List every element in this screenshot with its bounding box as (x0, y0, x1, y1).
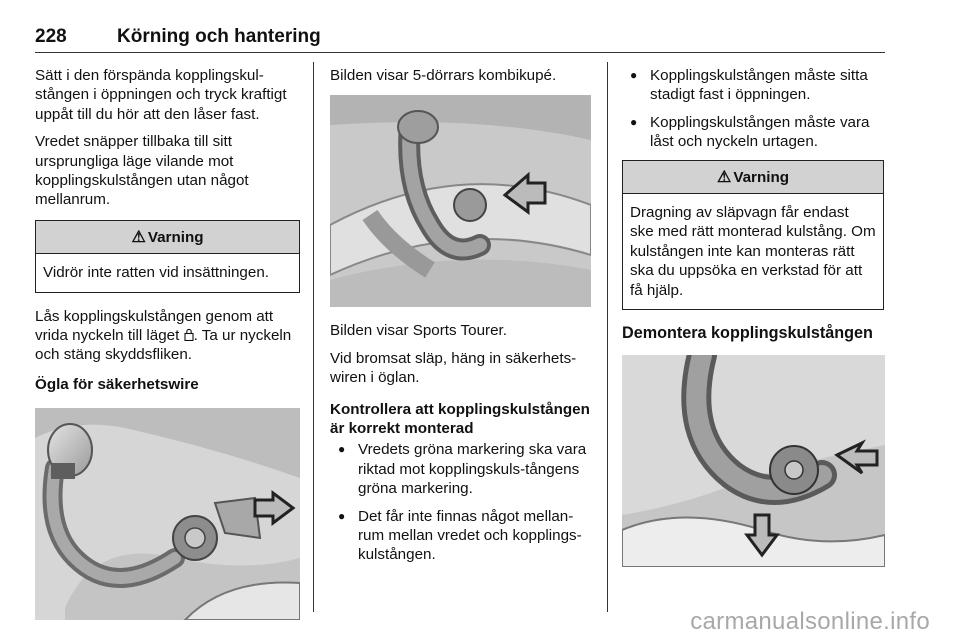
figure-remove (622, 355, 885, 567)
column-3 (622, 66, 884, 567)
list-item: ● Det får inte finnas något mellan-rum mellan vredet och kopplings-kulstången. (330, 507, 592, 565)
figure-safety-wire-eye (35, 408, 300, 620)
watermark: carmanualsonline.info (690, 608, 930, 635)
warning-header: ⚠ Varning (36, 221, 299, 254)
warning-box (35, 220, 300, 293)
warning-triangle-icon: ⚠ (716, 168, 732, 186)
section-heading-safety-wire: Ögla för säkerhetswire (35, 375, 199, 393)
page-title: Körning och hantering (117, 26, 321, 47)
warning-header: ⚠ Varning (623, 161, 883, 194)
column-divider-1 (313, 62, 314, 612)
caption-sports-tourer: Bilden visar Sports Tourer. (330, 322, 507, 340)
figure-remove-illustration (622, 355, 885, 567)
column-2 (330, 66, 592, 573)
list-item: ● Kopplingskulstången måste vara låst och nyckeln urtagen. (622, 113, 884, 152)
column-divider-2 (607, 62, 608, 612)
section-heading-remove: Demontera kopplingskulstången (622, 324, 873, 343)
paragraph-snap-back: Vredet snäpper tillbaka till sitt ursprungliga läge vilande mot kopplingskulstången utan något mellanrum. (35, 133, 249, 209)
requirement-list (622, 66, 884, 152)
warning-body: Vidrör inte ratten vid insättningen. (43, 264, 269, 282)
page-number: 228 (35, 26, 67, 47)
header-rule (35, 52, 885, 53)
figure-kombikupe (330, 95, 591, 307)
check-list (330, 440, 592, 564)
paragraph-safety-wire: Vid bromsat släp, häng in säkerhets-wiren i öglan. (330, 349, 577, 387)
section-heading-check: Kontrollera att kopplingskulstången är korrekt monterad (330, 400, 590, 438)
warning-triangle-icon: ⚠ (131, 228, 146, 246)
list-item: ● Kopplingskulstången måste sitta stadigt fast i öppningen. (622, 66, 884, 105)
list-item: ● Vredets gröna markering ska vara riktad mot kopplingskuls-tångens gröna markering. (330, 440, 592, 498)
figure-safety-wire-illustration (35, 408, 300, 620)
column-1 (35, 66, 300, 620)
warning-body: Dragning av släpvagn får endast ske med rätt monterad kulstång. Om kulstången inte kan monteras rätt ska du uppsöka en verkstad för att få hjälp. (630, 204, 876, 299)
paragraph-lock: Lås kopplingskulstången genom att vrida nyckeln till läget . Ta ur nyckeln och stäng skyddsfliken. (35, 307, 292, 364)
caption-kombikupe: Bilden visar 5-dörrars kombikupé. (330, 67, 557, 84)
paragraph-insert: Sätt i den förspända kopplingskul-stången i öppningen och tryck kraftigt uppåt till du hör att den låser fast. (35, 67, 287, 123)
lock-icon (184, 328, 194, 341)
warning-box (622, 160, 884, 310)
figure-kombikupe-illustration (330, 95, 591, 307)
